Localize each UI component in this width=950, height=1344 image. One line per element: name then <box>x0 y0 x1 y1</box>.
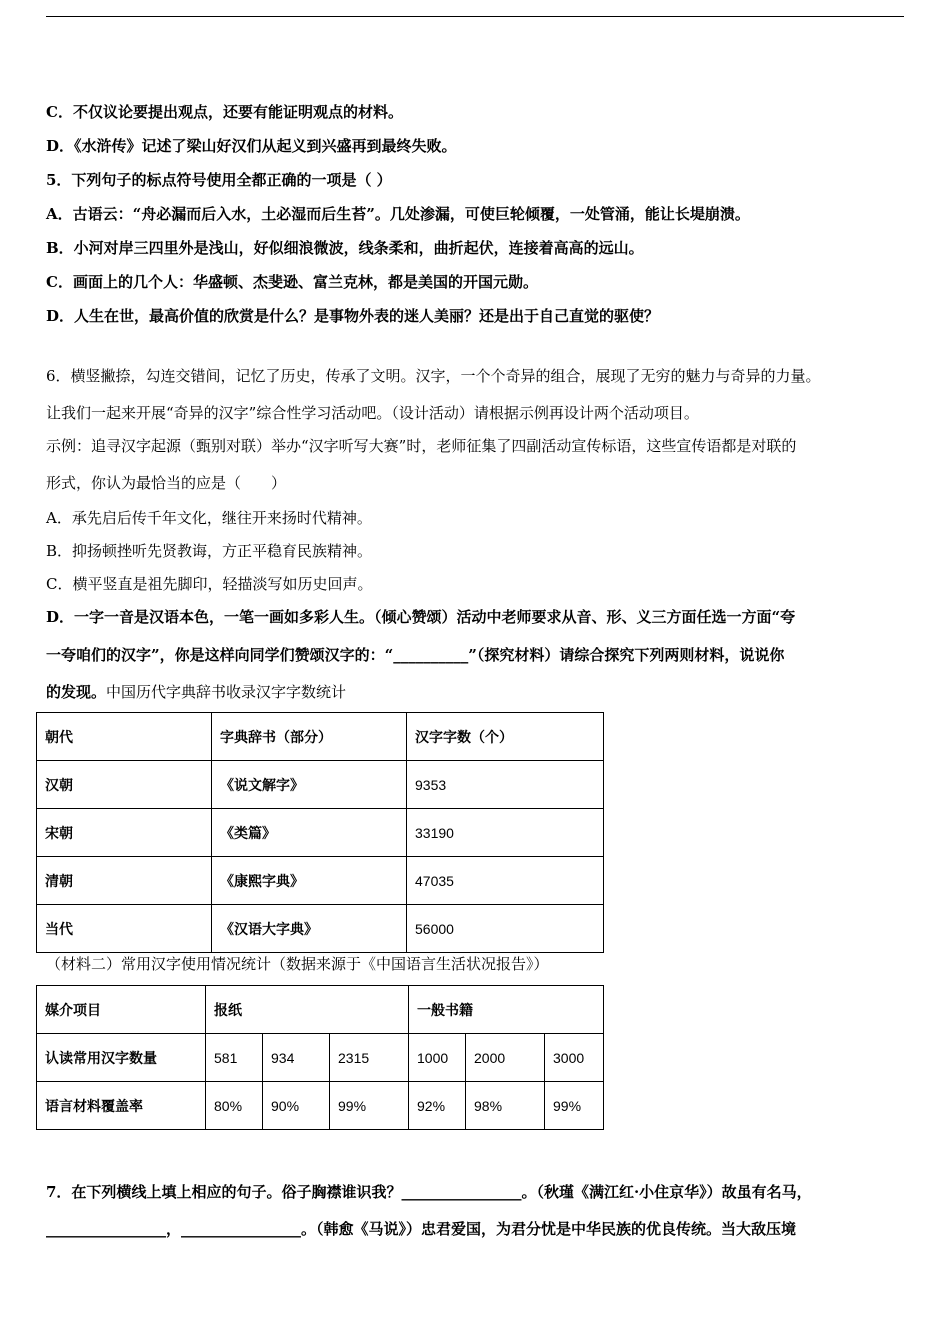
q7-line-2: ________________，________________。（韩愈《马说》）忠君爱国，为君分忧是中华民族的优良传统。当大敌压境 <box>46 1220 797 1238</box>
table-row <box>37 761 604 809</box>
table-cell: 99% <box>545 1082 604 1130</box>
table-cell: 33190 <box>407 809 604 857</box>
table1-caption: 中国历代字典辞书收录汉字字数统计 <box>106 683 347 701</box>
table-cell: 98% <box>466 1082 545 1130</box>
table-cell: 9353 <box>407 761 604 809</box>
q5-option-b: B．小河对岸三四里外是浅山，好似细浪微波，线条柔和，曲折起伏，连接着高高的远山。 <box>46 239 644 257</box>
q5-option-a: A．古语云：“舟必漏而后入水，土必湿而后生苔”。几处渗漏，可使巨轮倾覆，一处管涌，能让长堤崩溃。 <box>46 205 750 223</box>
q6-line-6-lead: 的发现。 <box>46 683 107 701</box>
table-cell: 92% <box>409 1082 466 1130</box>
table-row <box>37 713 604 761</box>
table-cell: 《类篇》 <box>212 809 407 857</box>
table-header-cell: 媒介项目 <box>37 986 206 1034</box>
table-cell: 《汉语大字典》 <box>212 905 407 953</box>
table-row <box>37 1082 604 1130</box>
table-cell: 2315 <box>330 1034 409 1082</box>
q5-option-c: C．画面上的几个人：华盛顿、杰斐逊、富兰克林，都是美国的开国元勋。 <box>46 273 538 291</box>
q6-line-5: 一夸咱们的汉字”，你是这样向同学们赞颂汉字的：“__________”（探究材料）请综合探究下列两则材料，说说你 <box>46 646 785 664</box>
table-cell: 581 <box>206 1034 263 1082</box>
table-cell: 汉朝 <box>37 761 212 809</box>
q6-option-c: C．横平竖直是祖先脚印，轻描淡写如历史回声。 <box>46 575 373 593</box>
table-row <box>37 1034 604 1082</box>
table-cell: 934 <box>263 1034 330 1082</box>
q7-line-1: 7．在下列横线上填上相应的句子。俗子胸襟谁识我？________________。（秋瑾《满江红·小住京华》）故虽有名马， <box>46 1183 812 1201</box>
table-cell: 当代 <box>37 905 212 953</box>
table-cell: 56000 <box>407 905 604 953</box>
table-character-usage <box>36 985 604 1130</box>
table-cell: 1000 <box>409 1034 466 1082</box>
table-cell: 《康熙字典》 <box>212 857 407 905</box>
q5-option-d: D．人生在世，最高价值的欣赏是什么？是事物外表的迷人美丽？还是出于自己直觉的驱使？ <box>46 307 660 325</box>
q6-line-3: 示例：追寻汉字起源（甄别对联）举办“汉字听写大赛”时，老师征集了四副活动宣传标语，这些宣传语都是对联的 <box>46 437 797 455</box>
table-cell: 认读常用汉字数量 <box>37 1034 206 1082</box>
table-cell: 语言材料覆盖率 <box>37 1082 206 1130</box>
table-cell: 宋朝 <box>37 809 212 857</box>
table-header-cell: 汉字字数（个） <box>407 713 604 761</box>
q6-line-4: 形式，你认为最恰当的应是（ ） <box>46 474 287 492</box>
q4-option-c: C．不仅议论要提出观点，还要有能证明观点的材料。 <box>46 103 403 121</box>
q6-option-b: B．抑扬顿挫听先贤教诲，方正平稳育民族精神。 <box>46 542 373 560</box>
table-cell: 2000 <box>466 1034 545 1082</box>
table-header-cell: 朝代 <box>37 713 212 761</box>
q6-line-2: 让我们一起来开展“奇异的汉字”综合性学习活动吧。（设计活动）请根据示例再设计两个活动项目。 <box>46 404 699 422</box>
table-cell: 清朝 <box>37 857 212 905</box>
table-row <box>37 809 604 857</box>
table-row <box>37 857 604 905</box>
table-row <box>37 905 604 953</box>
table-cell: 3000 <box>545 1034 604 1082</box>
q6-option-a: A．承先启后传千年文化，继往开来扬时代精神。 <box>46 509 372 527</box>
table-header-cell: 报纸 <box>206 986 409 1034</box>
table-cell: 47035 <box>407 857 604 905</box>
table-cell: 90% <box>263 1082 330 1130</box>
table-header-cell: 一般书籍 <box>409 986 604 1034</box>
table-cell: 《说文解字》 <box>212 761 407 809</box>
q6-option-d: D．一字一音是汉语本色，一笔一画如多彩人生。（倾心赞颂）活动中老师要求从音、形、义三方面任选一方面“夸 <box>46 608 796 626</box>
table-cell: 99% <box>330 1082 409 1130</box>
header-rule <box>46 16 904 17</box>
table-dictionary-counts <box>36 712 604 953</box>
material2-caption: （材料二）常用汉字使用情况统计（数据来源于《中国语言生活状况报告》） <box>46 955 549 973</box>
table-cell: 80% <box>206 1082 263 1130</box>
q5-stem: 5．下列句子的标点符号使用全都正确的一项是（ ） <box>46 171 392 189</box>
q6-line-6 <box>46 682 346 702</box>
table-row <box>37 986 604 1034</box>
q4-option-d: D．《水浒传》记述了梁山好汉们从起义到兴盛再到最终失败。 <box>46 137 457 155</box>
q6-line-1: 6．横竖撇捺，勾连交错间，记忆了历史，传承了文明。汉字，一个个奇异的组合，展现了无穷的魅力与奇异的力量。 <box>46 367 821 385</box>
table-header-cell: 字典辞书（部分） <box>212 713 407 761</box>
